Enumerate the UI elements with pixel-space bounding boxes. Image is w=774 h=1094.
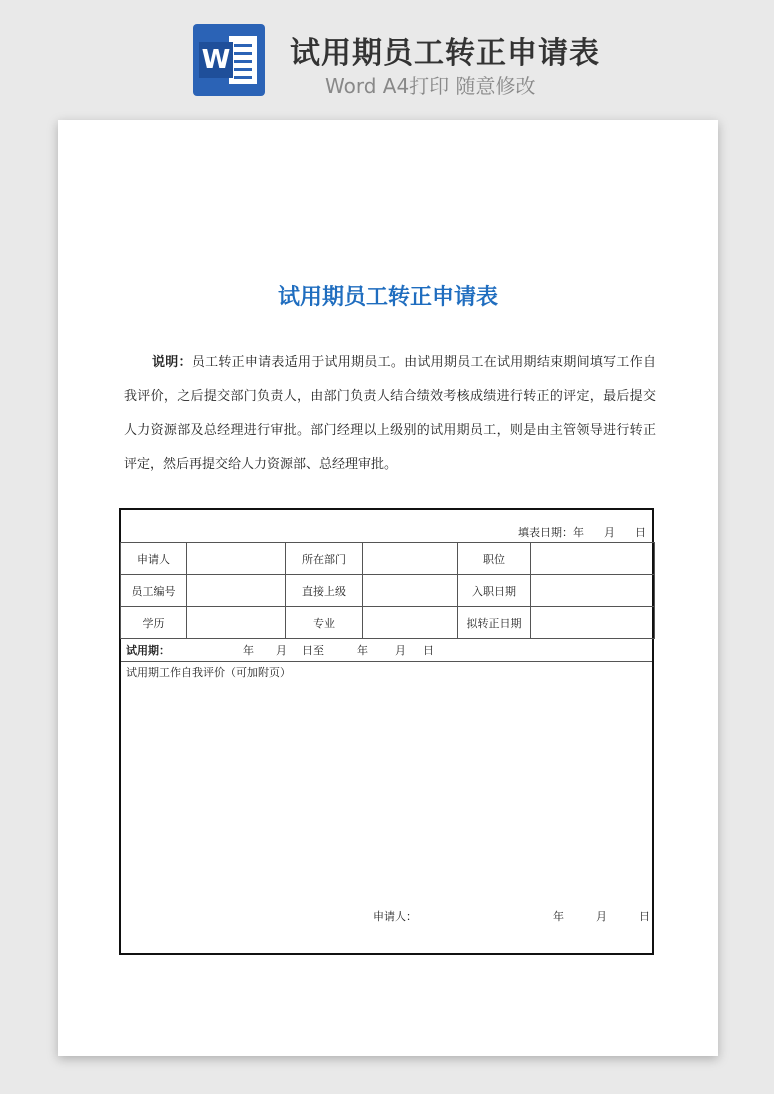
employee-id-field[interactable] [187, 575, 286, 607]
fill-date: 填表日期：年 月 日 [518, 526, 646, 539]
table-row [121, 543, 655, 575]
info-table [120, 542, 655, 639]
probation-label: 试用期： [126, 644, 170, 657]
description-text: 员工转正申请表适用于试用期员工。由试用期员工在试用期结束期间填写工作自我评价，之后提交部门负责人，由部门负责人结合绩效考核成绩进行转正的评定，最后提交人力资源部及总经理进行审批。部门经理以上级别的试用期员工，则是由主管领导进行转正评定，然后再提交给人力资源部、总经理审批。 [124, 355, 656, 472]
label-hire-date: 入职日期 [458, 575, 531, 607]
supervisor-field[interactable] [363, 575, 458, 607]
header-title: 试用期员工转正申请表 [290, 36, 600, 71]
label-position: 职位 [458, 543, 531, 575]
label-applicant: 申请人 [121, 543, 187, 575]
application-form: 填表日期：年 月 日 申请人 所在部门 职位 员工编号 直接上级 入职日期 学历 专业 拟转正日期 试用期： 年 月 日至 年 月 日 试用期工作自我评价（可加附页） 申请人： 年 月 日 [119, 508, 654, 955]
label-department: 所在部门 [286, 543, 363, 575]
self-evaluation-label: 试用期工作自我评价（可加附页） [126, 666, 291, 679]
header-subtitle: Word A4打印 随意修改 [325, 74, 536, 98]
table-row [121, 607, 655, 639]
hire-date-field[interactable] [531, 575, 655, 607]
education-field[interactable] [187, 607, 286, 639]
label-supervisor: 直接上级 [286, 575, 363, 607]
period-to-label: 日至 [302, 644, 324, 657]
label-major: 专业 [286, 607, 363, 639]
word-icon: W [193, 24, 265, 96]
regularization-date-field[interactable] [531, 607, 655, 639]
description-paragraph [124, 346, 656, 482]
label-education: 学历 [121, 607, 187, 639]
major-field[interactable] [363, 607, 458, 639]
description-label: 说明： [152, 355, 192, 370]
applicant-field[interactable] [187, 543, 286, 575]
label-employee-id: 员工编号 [121, 575, 187, 607]
table-row [121, 575, 655, 607]
applicant-signature-label: 申请人： [373, 910, 417, 923]
document-page [58, 120, 718, 1056]
probation-period-row: 试用期： 年 月 日至 年 月 日 [121, 638, 652, 662]
page-header [0, 0, 774, 110]
position-field[interactable] [531, 543, 655, 575]
label-regularization-date: 拟转正日期 [458, 607, 531, 639]
document-title: 试用期员工转正申请表 [277, 285, 498, 310]
department-field[interactable] [363, 543, 458, 575]
